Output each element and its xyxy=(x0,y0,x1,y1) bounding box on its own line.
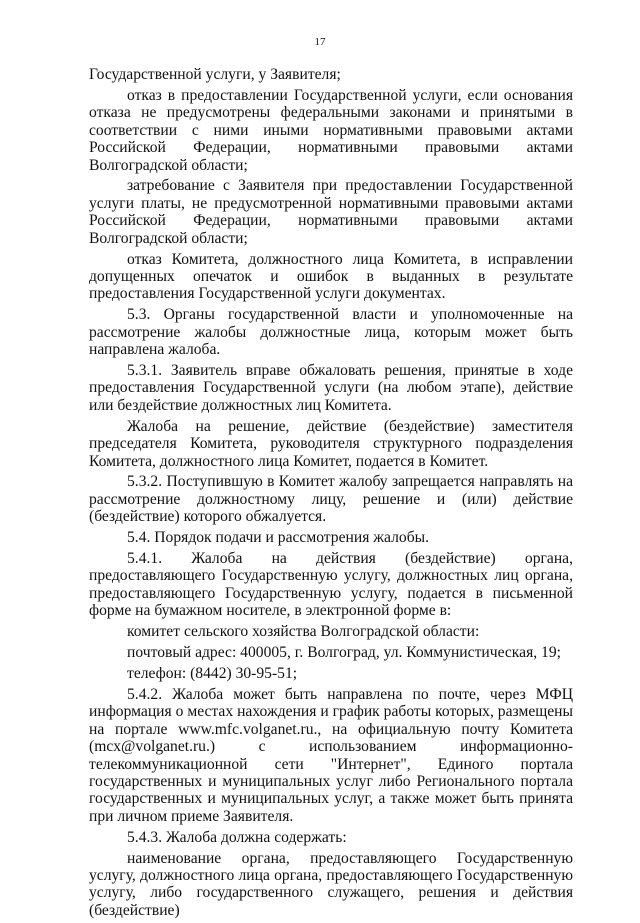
section-5-3-1: 5.3.1. Заявитель вправе обжаловать решения, принятые в ходе предоставления Государственной услуги (на любом этапе), действие или бездействие должностных лиц Комитета. xyxy=(89,362,573,414)
page-number: 17 xyxy=(314,36,326,48)
paragraph-3: затребование с Заявителя при предоставлении Государственной услуги платы, не предусмотренной нормативными правовыми актами Российской Федерации, нормативными правовыми актами Волгоградской области; xyxy=(89,177,573,247)
section-5-4-2: 5.4.2. Жалоба может быть направлена по почте, через МФЦ информация о местах нахождения и график работы которых, размещены на портале www.mfc.volganet.ru., на официальную почту Комитета (mcx@volganet.ru.) с использованием информационно-телекоммуникационной сети "Интернет", Единого портала государственных и муниципальных услуг либо Регионального портала государственных и муниципальных услуг, а также может быть принята при личном приеме Заявителя. xyxy=(89,685,573,825)
section-5-4-3: 5.4.3. Жалоба должна содержать: xyxy=(127,828,347,846)
section-5-3-2: 5.3.2. Поступившую в Комитет жалобу запрещается направлять на рассмотрение должностному лицу, решение и (или) действие (бездействие) которого обжалуется. xyxy=(89,473,573,526)
paragraph-last: наименование органа, предоставляющего Государственную услугу, должностного лица органа, предоставляющего Государственную услугу, либо государственного служащего, решения и действия (бездействие) xyxy=(89,849,573,919)
paragraph-1: Государственной услуги, у Заявителя; xyxy=(89,66,341,83)
paragraph-2: отказ в предоставлении Государственной услуги, если основания отказа не предусмотрены федеральными законами и принятыми в соответствии с ними иными нормативными правовыми актами Российской Федерации, нормативными правовыми актами Волгоградской области; xyxy=(89,86,573,174)
section-5-4-heading: 5.4. Порядок подачи и рассмотрения жалобы. xyxy=(127,529,429,547)
phone: телефон: (8442) 30-95-51; xyxy=(127,665,298,682)
postal-address: почтовый адрес: 400005, г. Волгоград, ул. Коммунистическая, 19; xyxy=(127,644,561,662)
paragraph-complaint-deputy: Жалоба на решение, действие (бездействие) заместителя председателя Комитета, руководителя структурного подразделения Комитета, должностного лица Комитет, подается в Комитет. xyxy=(89,417,573,470)
section-5-3-heading: 5.3. Органы государственной власти и уполномоченные на рассмотрение жалобы должностные лица, которым может быть направлена жалоба. xyxy=(89,306,573,359)
committee-name: комитет сельского хозяйства Волгоградской области: xyxy=(127,623,480,641)
section-5-4-1: 5.4.1. Жалоба на действия (бездействие) органа, предоставляющего Государственную услугу, должностных лиц органа, предоставляющего Государственную услугу, подается в письменной форме на бумажном носителе, в электронной форме в: xyxy=(89,550,573,620)
document-body xyxy=(89,66,573,923)
paragraph-4: отказ Комитета, должностного лица Комитета, в исправлении допущенных опечаток и ошибок в выданных в результате предоставления Государственной услуги документах. xyxy=(89,250,573,303)
